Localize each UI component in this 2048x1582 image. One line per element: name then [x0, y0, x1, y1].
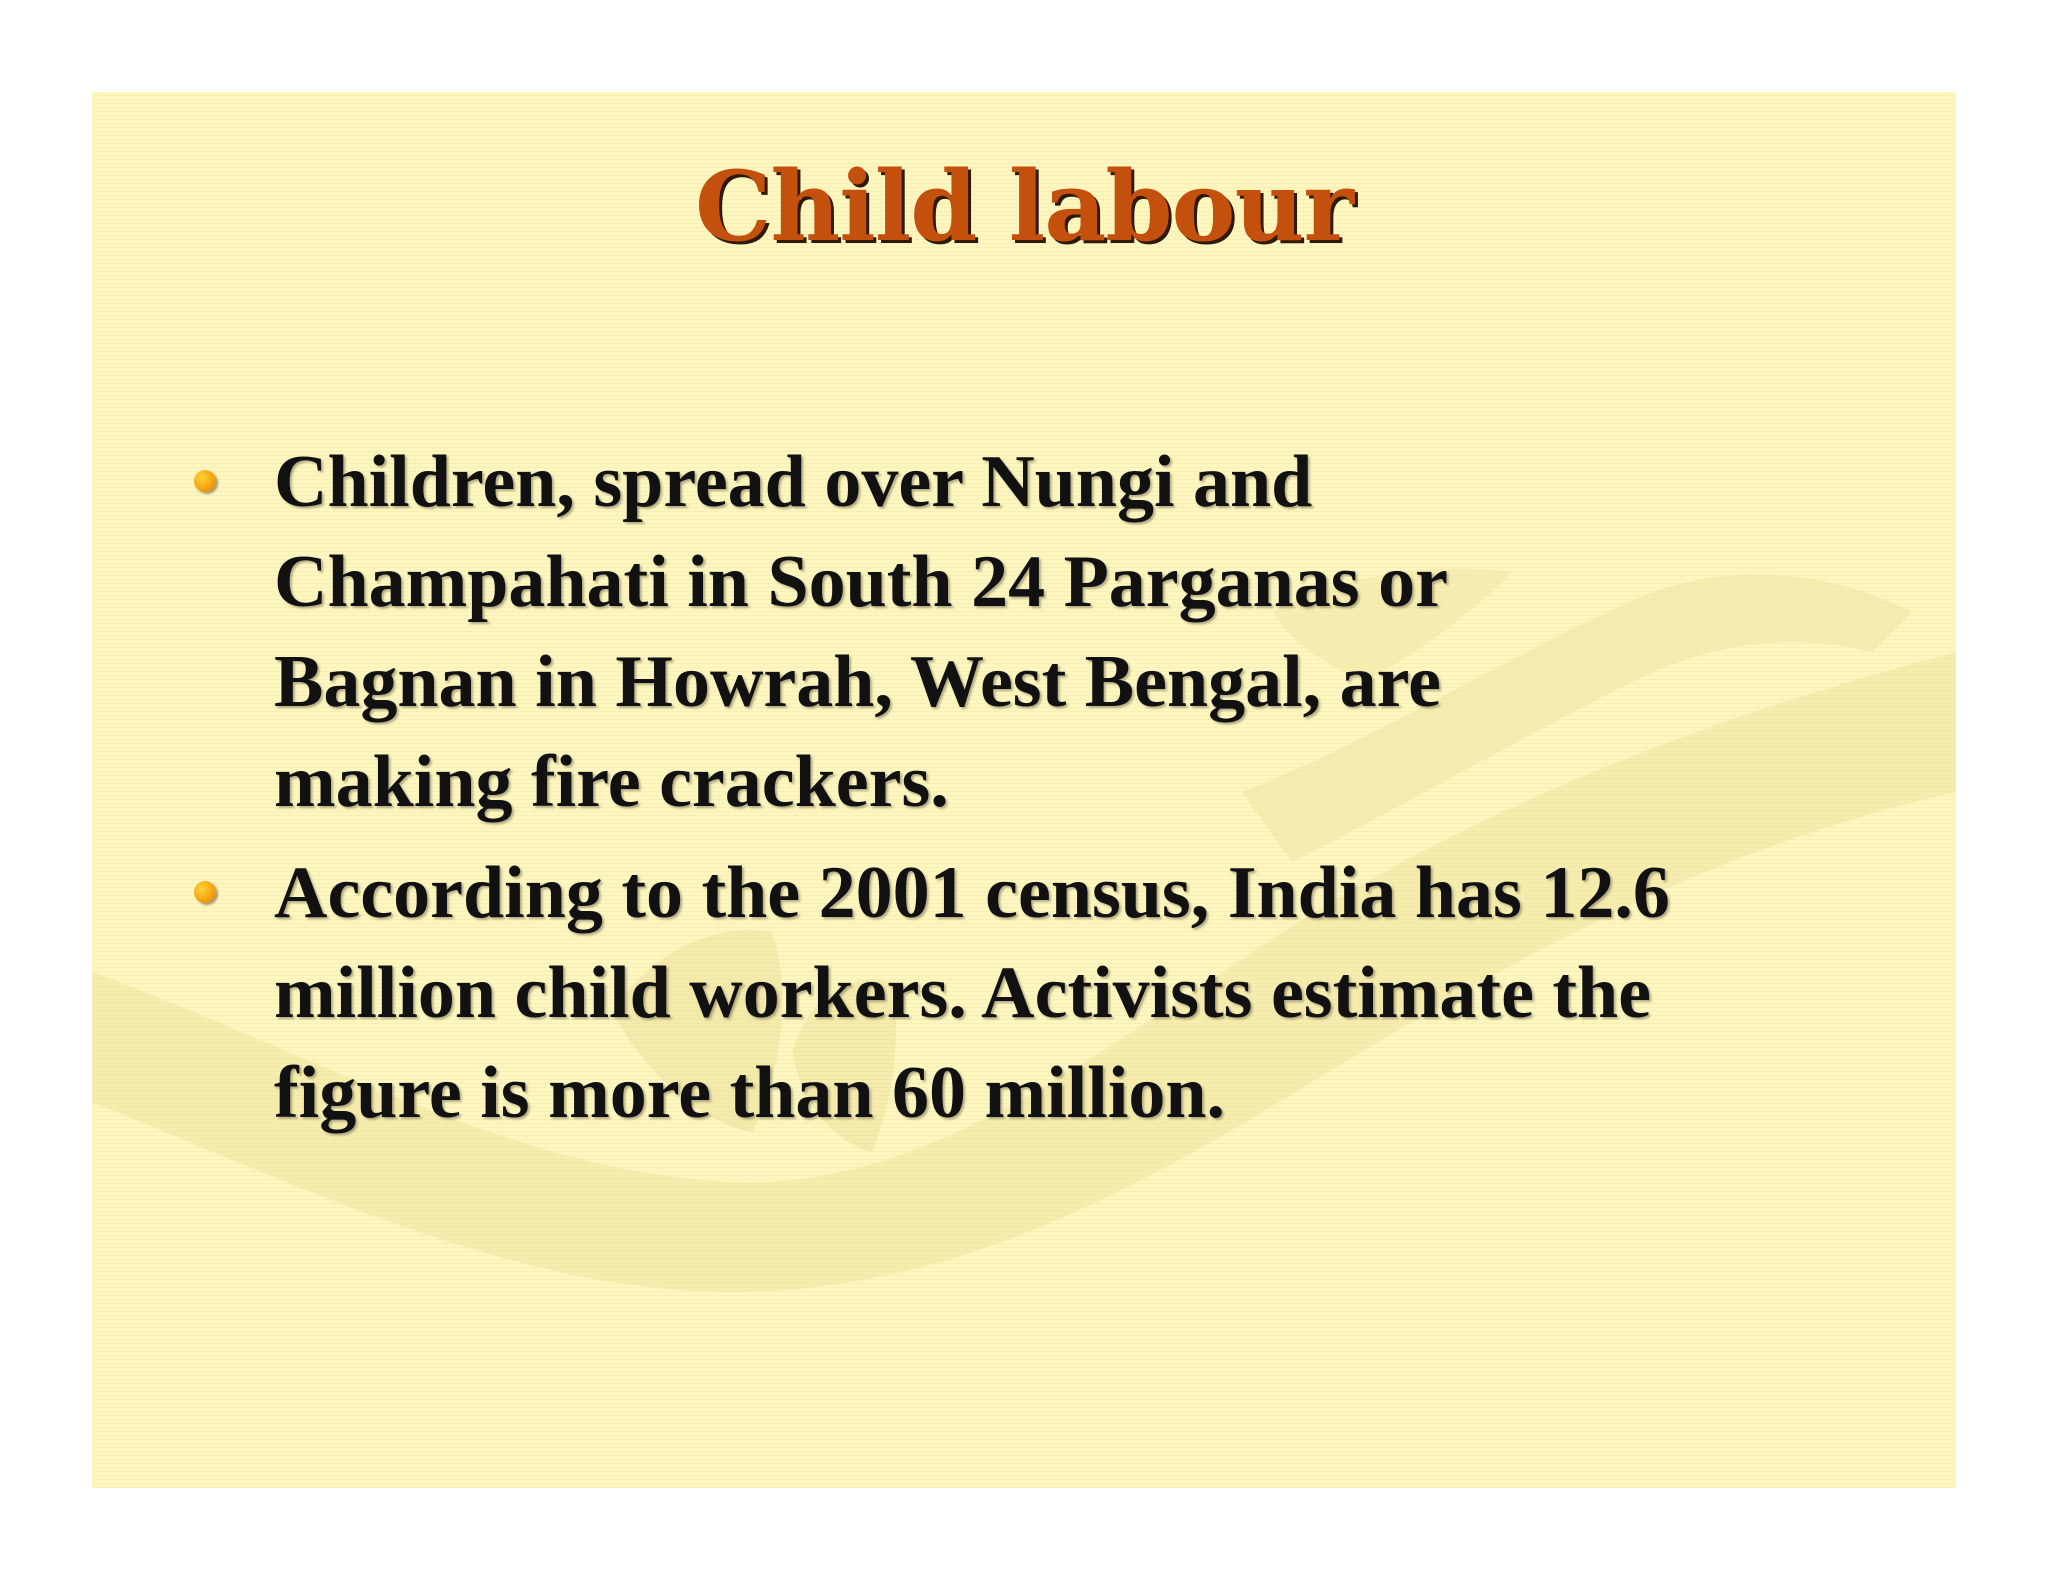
bullet-line: Champahati in South 24 Parganas or — [274, 541, 1448, 623]
bullet-dot-icon — [194, 881, 216, 903]
bullet-line: figure is more than 60 million. — [274, 1052, 1226, 1134]
bullet-line: According to the 2001 census, India has 12.6 — [274, 852, 1670, 934]
slide-title: Child labour — [695, 150, 1353, 263]
bullet-line: million child workers. Activists estimate the — [274, 952, 1652, 1034]
bullet-item-1 — [184, 432, 1884, 832]
bullet-line: Children, spread over Nungi and — [274, 441, 1313, 523]
bullet-line: Bagnan in Howrah, West Bengal, are — [274, 641, 1442, 723]
slide — [92, 92, 1956, 1488]
bullet-dot-icon — [194, 470, 216, 492]
bullet-line: making fire crackers. — [274, 741, 949, 823]
bullet-item-2 — [184, 843, 1884, 1143]
bullet-list — [184, 432, 1884, 1154]
